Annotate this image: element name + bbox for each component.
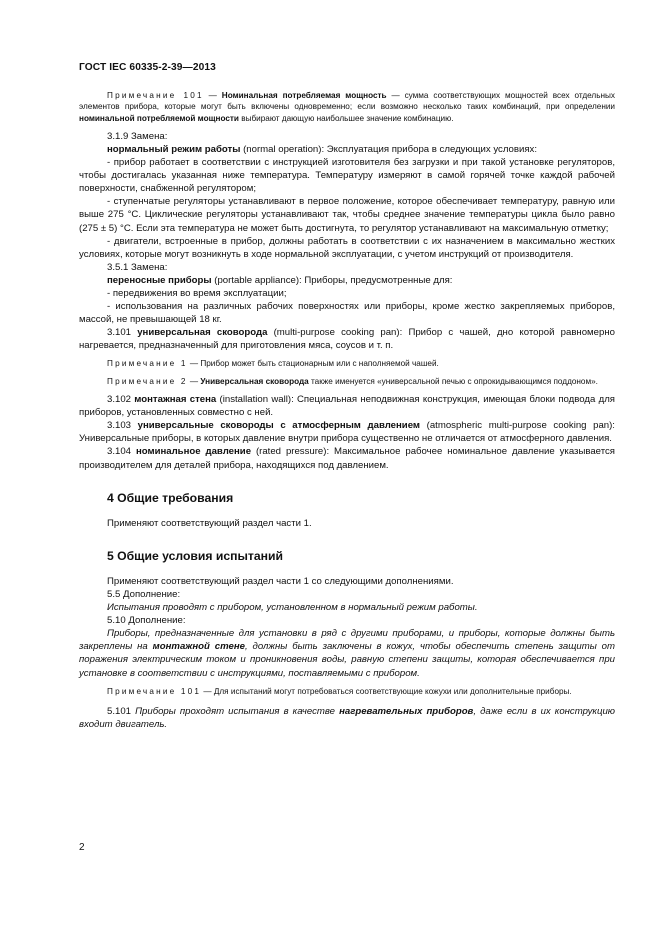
clause-5-5-heading: 5.5 Дополнение:	[107, 589, 181, 601]
term: нормальный режим работы	[107, 143, 241, 155]
note-label: Примечание 2	[107, 376, 188, 386]
term: переносные приборы	[107, 274, 212, 286]
clause-5-10-text: Приборы, предназначенные для установки в ряд с другими приборами, и приборы, которые должны быть закреплены на монтажной стене, должны быть заключены в кожух, чтобы обеспечить степень защиты от поражения электрическим током и проникновения воды, равную степени защиты, которая обеспечивается при установке в соответствии с инструкциями, поставляемыми с прибором.	[79, 628, 616, 679]
clause-3-1-9-heading: 3.1.9 Замена:	[107, 130, 168, 142]
clause-5-5-text: Испытания проводят с прибором, установленном в нормальный режим работы.	[107, 602, 478, 614]
clause-3-1-9-definition: нормальный режим работы (normal operation): Эксплуатация прибора в следующих условиях:	[107, 143, 538, 155]
term: Универсальная сковорода	[200, 376, 309, 386]
page-body	[79, 90, 615, 731]
note-1: Примечание 1 — Прибор может быть стационарным или с наполняемой чашей.	[107, 359, 439, 369]
clause-5-10-heading: 5.10 Дополнение:	[107, 615, 186, 627]
clause-3-5-1-item: - использования на различных рабочих поверхностях или приборы, кроме жестко закрепляемых приборов, массой, не превышающей 18 кг.	[79, 301, 615, 326]
clause-3-101: 3.101 универсальная сковорода (multi-purpose cooking pan): Прибор с чашей, дно которой равномерно нагревается, предназначенный для приготовления мяса, соусов и т. п.	[79, 327, 615, 352]
clause-3-1-9-item: - прибор работает в соответствии с инструкцией изготовителя без загрузки и при такой установке регуляторов, чтобы достигалась указанная ниже температура. Температуру измеряют в самой горячей точке каждой рабочей поверхности, снабженной регулятором;	[79, 157, 615, 195]
note-label: Примечание 101	[107, 91, 204, 100]
page-number: 2	[79, 842, 85, 853]
clause-5-101: 5.101 Приборы проходят испытания в качестве нагревательных приборов, даже если в их конструкцию входит двигатель.	[79, 705, 615, 731]
note-label: Примечание 101	[107, 686, 202, 696]
note-101-rated-power: Примечание 101 — Номинальная потребляемая мощность — сумма соответствующих мощностей всех отдельных элементов прибора, которые могут быть включены одновременно; если возможно несколько таких комбинаций, при определении номинальной потребляемой мощности выбирают дающую наибольшее значение комбинацию.	[79, 91, 615, 123]
section-5-title: 5 Общие условия испытаний	[107, 548, 284, 563]
term: Номинальная потребляемая мощность	[221, 91, 387, 100]
term: номинальное давление	[135, 446, 252, 458]
term: универсальные сковороды с атмосферным давлением	[137, 420, 421, 432]
note-2: Примечание 2 — Универсальная сковорода также именуется «универсальной печью с опрокидывающимся поддоном».	[107, 376, 598, 386]
term: монтажной стене	[152, 641, 245, 653]
clause-3-5-1-definition: переносные приборы (portable appliance): Приборы, предусмотренные для:	[107, 274, 453, 286]
section-5-text: Применяют соответствующий раздел части 1 со следующими дополнениями.	[107, 575, 454, 587]
term: универсальная сковорода	[137, 327, 268, 339]
section-4-title: 4 Общие требования	[107, 490, 234, 505]
note-label: Примечание 1	[107, 359, 188, 369]
clause-3-104: 3.104 номинальное давление (rated pressure): Максимальное рабочее номинальное давление указывается производителем для деталей прибора, находящихся под давлением.	[79, 446, 615, 471]
clause-3-5-1-heading: 3.5.1 Замена:	[107, 261, 168, 273]
term: нагревательных приборов	[339, 705, 474, 717]
term: номинальной потребляемой мощности	[79, 113, 239, 123]
section-4-text: Применяют соответствующий раздел части 1.	[107, 517, 312, 529]
document-header: ГОСТ IEC 60335-2-39—2013	[79, 62, 216, 73]
term: монтажная стена	[134, 394, 217, 406]
clause-3-103: 3.103 универсальные сковороды с атмосферным давлением (atmospheric multi-purpose cooking pan): Универсальные приборы, в которых давление внутри прибора существенно не отличается от атмосферного давления.	[79, 420, 615, 445]
clause-3-102: 3.102 монтажная стена (installation wall): Специальная неподвижная конструкция, имеющая блоки подвода для приборов, установленных совместно с ней.	[79, 394, 615, 419]
clause-3-1-9-item: - двигатели, встроенные в прибор, должны работать в соответствии с их назначением в максимально жестких условиях, которые могут возникнуть в ходе нормальной эксплуатации, с учетом инструкций от производителя.	[79, 235, 615, 260]
note-101-enclosures: Примечание 101 — Для испытаний могут потребоваться соответствующие кожухи или дополнительные приборы.	[107, 686, 572, 696]
clause-3-5-1-item: - передвижения во время эксплуатации;	[107, 288, 287, 300]
clause-3-1-9-item: - ступенчатые регуляторы устанавливают в первое положение, которое обеспечивает температуру, равную или выше 275 °С. Циклические регуляторы устанавливают так, чтобы среднее значение температуры цикла было равно (275 ± 5) °С. Если эта температура не может быть достигнута, то регулятор устанавливают на максимальную отметку;	[79, 196, 615, 234]
